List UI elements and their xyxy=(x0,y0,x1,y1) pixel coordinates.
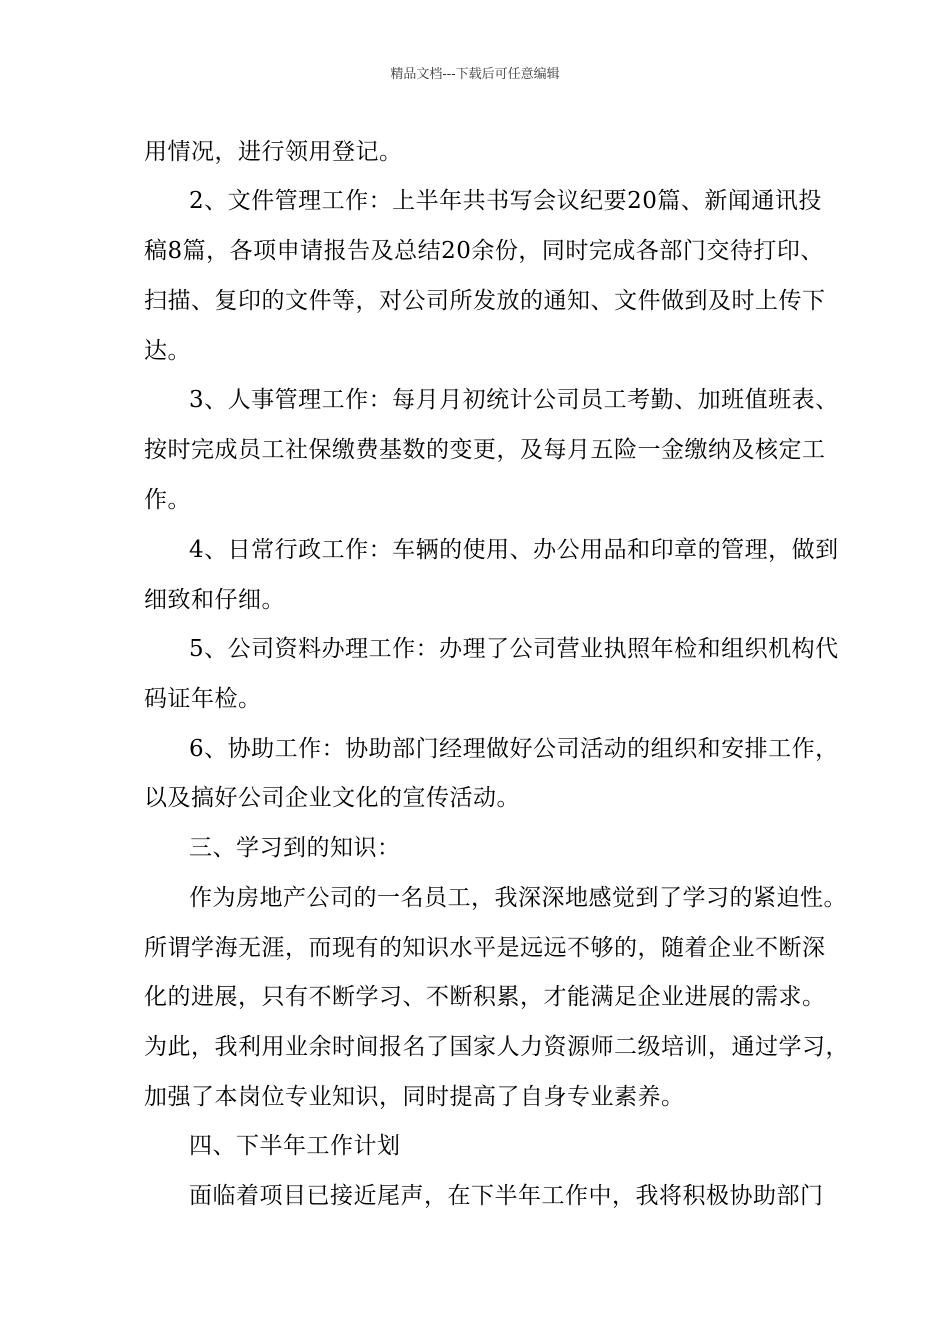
body-line: 作。 xyxy=(144,487,191,513)
body-line: 2、文件管理工作：上半年共书写会议纪要20篇、新闻通讯投 xyxy=(189,188,822,214)
body-line: 面临着项目已接近尾声，在下半年工作中，我将积极协助部门 xyxy=(189,1183,824,1209)
body-line: 化的进展，只有不断学习、不断积累，才能满足企业进展的需求。 xyxy=(144,984,826,1010)
body-line: 码证年检。 xyxy=(144,686,262,712)
body-line: 5、公司资料办理工作：办理了公司营业执照年检和组织机构代 xyxy=(189,636,839,662)
body-line: 加强了本岗位专业知识，同时提高了自身专业素养。 xyxy=(144,1084,685,1110)
body-line: 按时完成员工社保缴费基数的变更，及每月五险一金缴纳及核定工 xyxy=(144,437,826,463)
body-line: 4、日常行政工作：车辆的使用、办公用品和印章的管理，做到 xyxy=(189,537,839,563)
body-line: 为此，我利用业余时间报名了国家人力资源师二级培训，通过学习， xyxy=(144,1034,849,1060)
body-line: 以及搞好公司企业文化的宣传活动。 xyxy=(144,785,520,811)
body-line: 所谓学海无涯，而现有的知识水平是远远不够的，随着企业不断深 xyxy=(144,935,826,961)
body-line: 3、人事管理工作：每月月初统计公司员工考勤、加班值班表、 xyxy=(189,387,839,413)
body-line: 6、协助工作：协助部门经理做好公司活动的组织和安排工作， xyxy=(189,736,839,762)
body-line: 稿8篇，各项申请报告及总结20余份，同时完成各部门交待打印、 xyxy=(144,238,824,264)
body-line: 达。 xyxy=(144,338,191,364)
page-header: 精品文档---下载后可任意编辑 xyxy=(390,67,560,82)
body-line: 细致和仔细。 xyxy=(144,587,285,613)
body-line: 扫描、复印的文件等，对公司所发放的通知、文件做到及时上传下 xyxy=(144,288,826,314)
section-heading: 四、下半年工作计划 xyxy=(189,1133,401,1159)
body-line: 作为房地产公司的一名员工，我深深地感觉到了学习的紧迫性。 xyxy=(189,885,847,911)
section-heading: 三、学习到的知识： xyxy=(189,835,401,861)
body-line: 用情况，进行领用登记。 xyxy=(144,139,403,165)
